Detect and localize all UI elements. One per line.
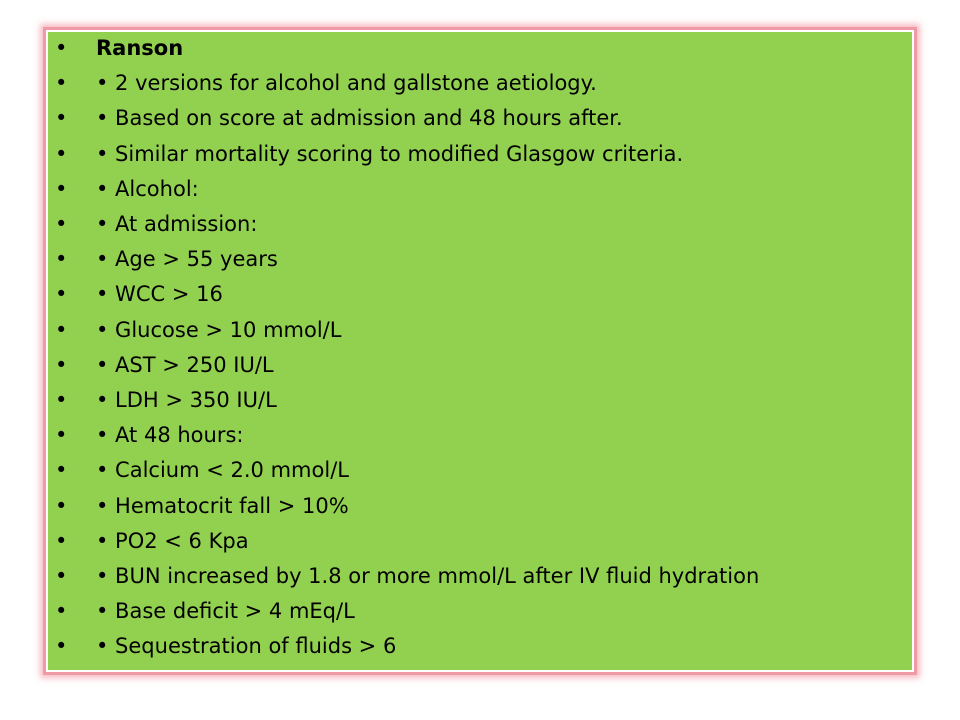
list-item-text: • BUN increased by 1.8 or more mmol/L after IV fluid hydration [96, 564, 760, 588]
list-item-text: • Age > 55 years [96, 247, 278, 272]
bullet-icon: • [55, 352, 68, 377]
list-item-text: • Base deficit > 4 mEq/L [96, 599, 355, 624]
bullet-icon: • [55, 388, 68, 412]
list-item-text: • Sequestration of fluids > 6 [96, 634, 397, 659]
bullet-icon: • [55, 106, 68, 131]
bullet-icon: • [55, 634, 68, 659]
list-item-text: • Similar mortality scoring to modified Glasgow criteria. [96, 141, 684, 166]
bullet-icon: • [55, 176, 68, 201]
bullet-icon: • [55, 247, 68, 272]
list-item-text: • At 48 hours: [96, 423, 244, 448]
bullet-icon: • [55, 71, 68, 96]
bullet-icon: • [55, 528, 68, 553]
list-item-text: • WCC > 16 [96, 282, 223, 307]
list-item-text: • Calcium < 2.0 mmol/L [96, 458, 349, 483]
list-item-text: • 2 versions for alcohol and gallstone aetiology. [96, 71, 597, 96]
bullet-icon: • [55, 599, 68, 624]
slide-title: Ranson [96, 36, 184, 60]
bullet-icon: • [55, 458, 68, 483]
list-item-text: • At admission: [96, 212, 258, 236]
list-item-text: • Alcohol: [96, 176, 199, 201]
list-item-text: • AST > 250 IU/L [96, 352, 274, 377]
bullet-icon: • [55, 423, 68, 448]
list-item-text: • Hematocrit fall > 10% [96, 493, 349, 518]
list-item-text: • PO2 < 6 Kpa [96, 528, 249, 553]
bullet-icon: • [55, 141, 68, 166]
bullet-icon: • [55, 317, 68, 342]
list-item-text: • Glucose > 10 mmol/L [96, 317, 342, 342]
bullet-icon: • [55, 564, 68, 588]
list-item-text: • Based on score at admission and 48 hours after. [96, 106, 623, 131]
bullet-icon: • [55, 282, 68, 307]
bullet-icon: • [55, 493, 68, 518]
list-item-text: • LDH > 350 IU/L [96, 388, 277, 412]
bullet-icon: • [55, 36, 68, 60]
bullet-icon: • [55, 212, 68, 236]
